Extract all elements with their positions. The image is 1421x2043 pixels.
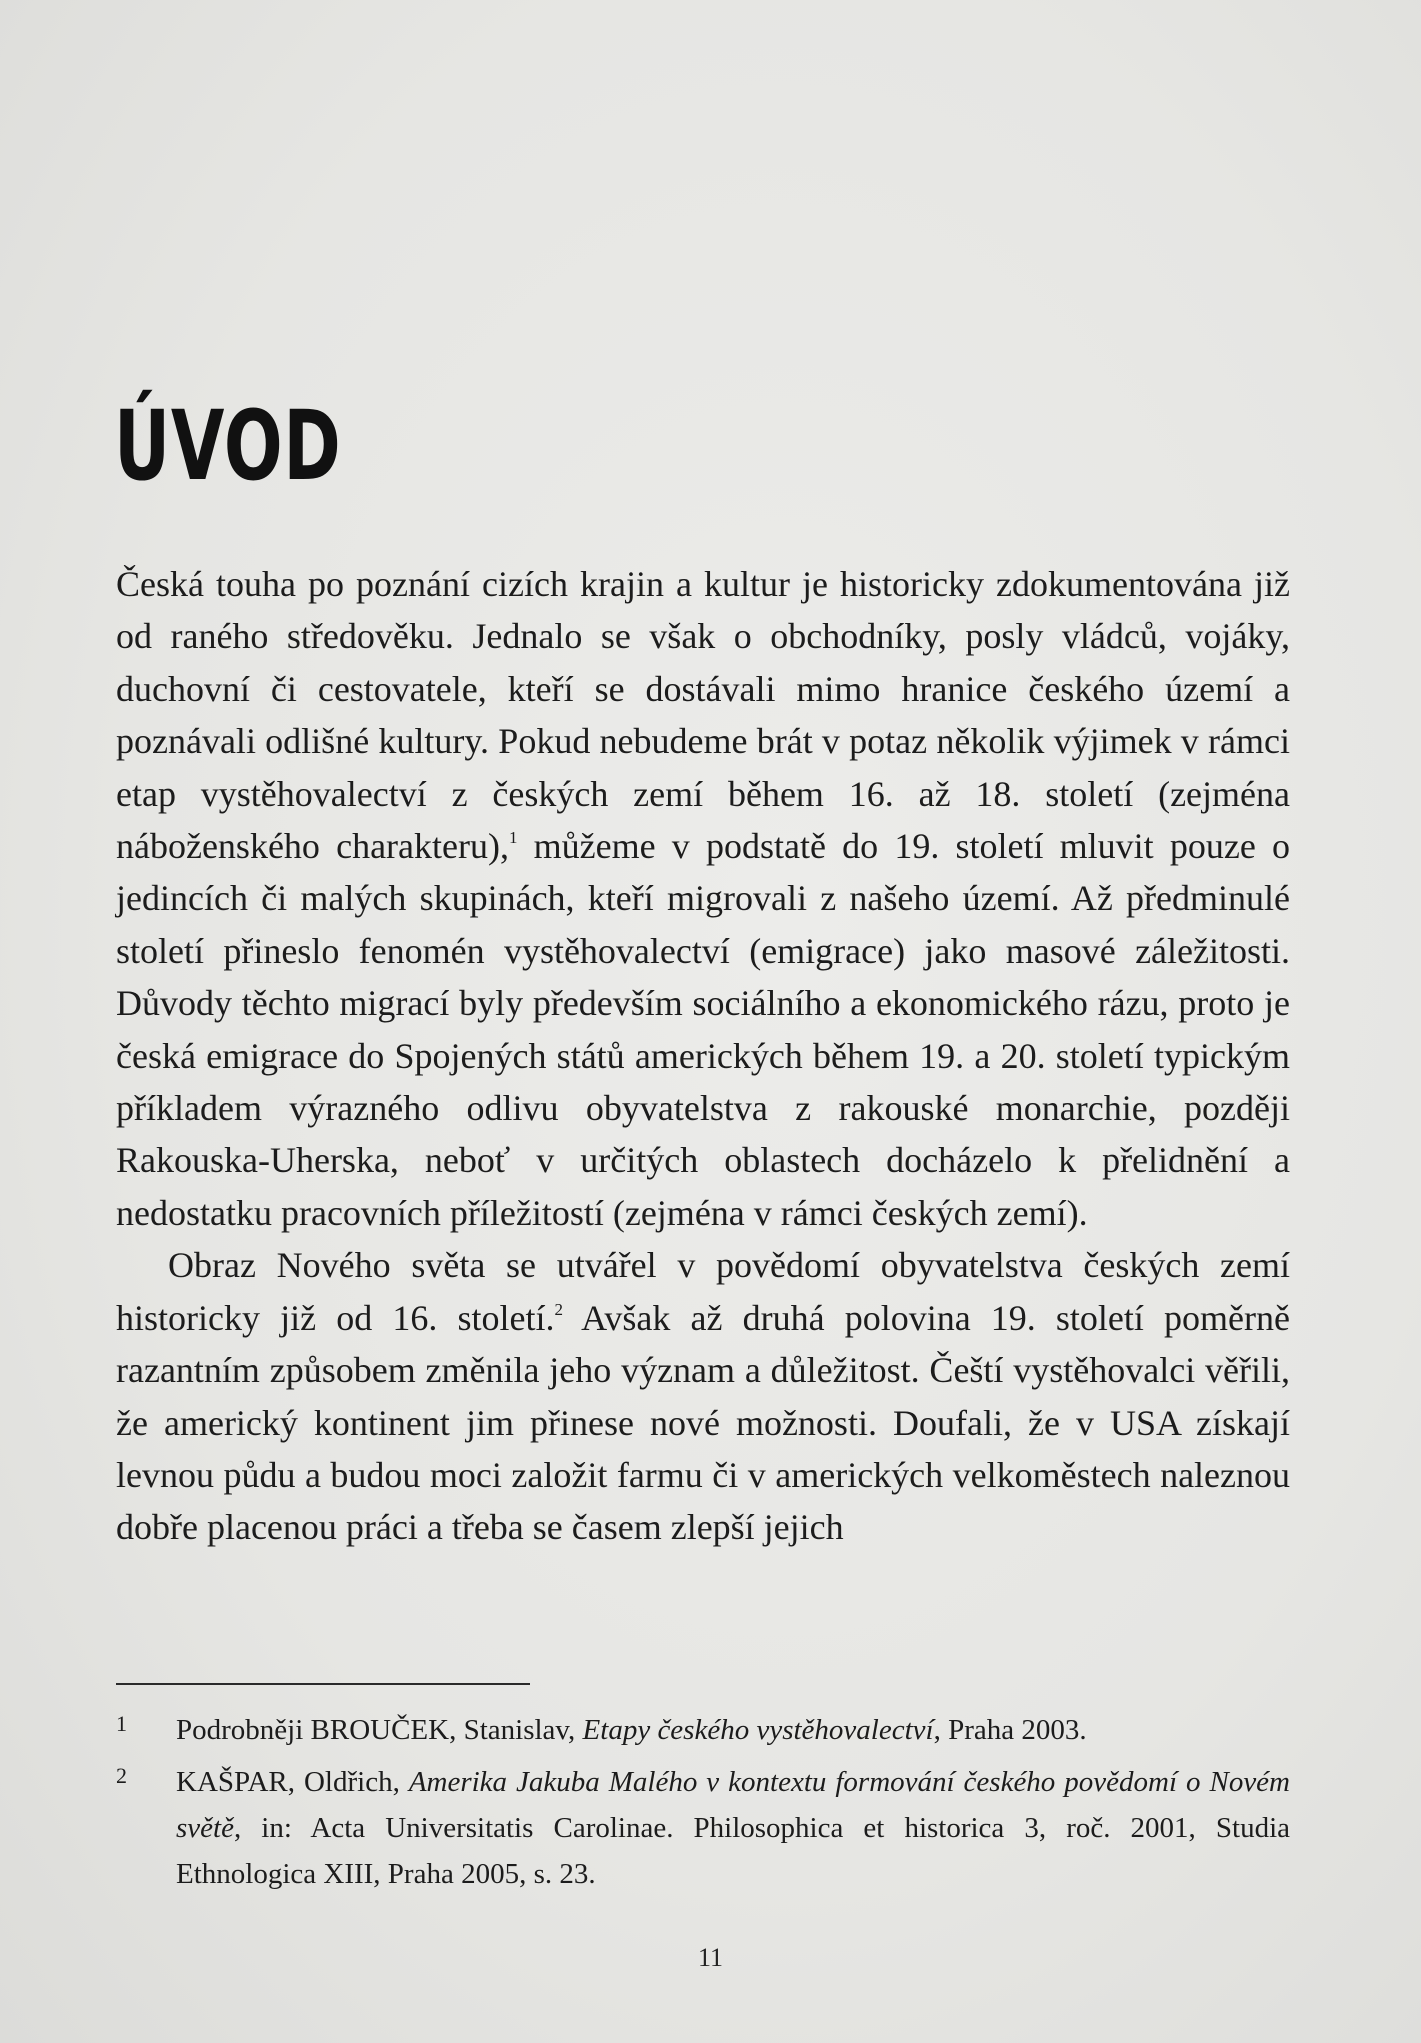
chapter-title: ÚVOD <box>114 390 342 502</box>
page-number: 11 <box>697 1943 724 1972</box>
footnote-1 <box>116 1707 1290 1753</box>
paragraph-2-text-b: Avšak až druhá polovina 19. století poměrně razantním způsobem změnila jeho význam a důležitost. Čeští vystěhovalci věřili, že americký kontinent jim přinese nové možnosti. Doufali, že v USA získají levnou půdu a budou moci založit farmu či v amerických velkoměstech naleznou dobře placenou práci a třeba se časem zlepší jejich <box>116 1297 1290 1548</box>
footnote-2-title: Amerika Jakuba Malého v kontextu formování českého povědomí o Novém světě <box>176 1766 1291 1844</box>
paragraph-2 <box>116 1239 1290 1553</box>
footnotes <box>116 1707 1290 1903</box>
footnote-1-post: , Praha 2003. <box>933 1714 1087 1746</box>
footnote-2-post: , in: Acta Universitatis Carolinae. Philosophica et historica 3, roč. 2001, Studia Ethnologica XIII, Praha 2005, s. 23. <box>176 1812 1290 1890</box>
footnote-1-title: Etapy českého vystěhovalectví <box>582 1714 934 1746</box>
footnote-divider <box>116 1683 530 1685</box>
paragraph-2-text-a: Obraz Nového světa se utvářel v povědomí obyvatelstva českých zemí historicky již od 16. století. <box>116 1245 1290 1338</box>
footnote-2-pre: KAŠPAR, Oldřich, <box>176 1766 409 1798</box>
paragraph-1-text-b: můžeme v podstatě do 19. století mluvit pouze o jedincích či malých skupinách, kteří migrovali z našeho území. Až předminulé století přineslo fenomén vystěhovalectví (emigrace) jako masové záležitosti. Důvody těchto migrací byly především sociálního a ekonomického rázu, proto je česká emigrace do Spojených států amerických během 19. a 20. století typickým příkladem výrazného odlivu obyvatelstva z rakouské monarchie, později Rakouska-Uherska, neboť v určitých oblastech docházelo k přelidnění a nedostatku pracovních příležitostí (zejména v rámci českých zemí). <box>116 826 1291 1233</box>
footnote-2 <box>116 1759 1290 1897</box>
footnote-ref-1[interactable]: 1 <box>509 828 518 848</box>
paragraph-1 <box>116 558 1290 1239</box>
footnote-ref-2[interactable]: 2 <box>554 1299 563 1319</box>
footnote-number-1: 1 <box>116 1711 127 1736</box>
footnote-number-2: 2 <box>116 1763 127 1788</box>
body-text <box>116 558 1290 1554</box>
footnote-1-pre: Podrobněji BROUČEK, Stanislav, <box>176 1714 583 1746</box>
paragraph-1-text-a: Česká touha po poznání cizích krajin a kultur je historicky zdokumentována již od raného středověku. Jednalo se však o obchodníky, posly vládců, vojáky, duchovní či cestovatele, kteří se dostávali mimo hranice českého území a poznávali odlišné kultury. Pokud nebudeme brát v potaz několik výjimek v rámci etap vystěhovalectví z českých zemí během 16. až 18. století (zejména náboženského charakteru), <box>116 564 1290 867</box>
